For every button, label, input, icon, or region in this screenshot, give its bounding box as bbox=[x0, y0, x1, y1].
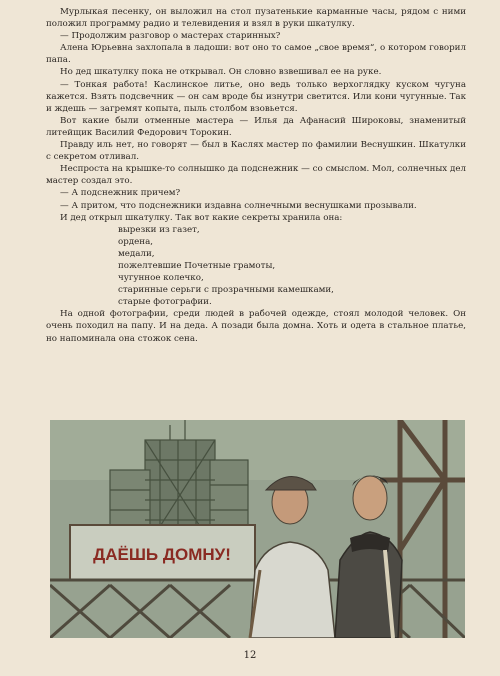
paragraph: — Тонкая работа! Каслинское литье, оно ведь только верхоглядку куском чугуна кажется. Взять подсвечник — он сам вроде бы изнутри светится. Или кони чугунные. Так и ждешь — загремят копыта, пыль столбом взовьется. bbox=[46, 79, 466, 114]
paragraph: Но дед шкатулку пока не открывал. Он словно взвешивал ее на руке. bbox=[60, 67, 382, 78]
list-item: старые фотографии. bbox=[118, 297, 212, 308]
paragraph: Алена Юрьевна захлопала в ладоши: вот оно то самое „свое время“, о котором говорил папа. bbox=[46, 43, 466, 66]
paragraph: — А притом, что подснежники издавна солнечными веснушками прозывали. bbox=[60, 200, 417, 211]
paragraph: Мурлыкая песенку, он выложил на стол пузатенькие карманные часы, рядом с ними положил программу радио и телевидения и взял в руки шкатулку. bbox=[46, 7, 466, 30]
illustration bbox=[50, 420, 465, 638]
paragraph: И дед открыл шкатулку. Так вот какие секреты хранила она: bbox=[60, 212, 343, 223]
body-text bbox=[46, 6, 466, 345]
list-item: ордена, bbox=[118, 236, 154, 247]
box-contents-list bbox=[118, 224, 466, 309]
page-number: 12 bbox=[243, 650, 257, 661]
list-item: пожелтевшие Почетные грамоты, bbox=[118, 260, 276, 271]
paragraph: — Продолжим разговор о мастерах старинных? bbox=[60, 31, 281, 42]
paragraph: Неспроста на крышке-то солнышко да подснежник — со смыслом. Мол, солнечных дел мастер создал это. bbox=[46, 164, 466, 187]
paragraph: На одной фотографии, среди людей в рабочей одежде, стоял молодой человек. Он очень походил на папу. И на деда. А позади была домна. Хоть и одета в стальное платье, но напоминала она стожок сена. bbox=[46, 309, 466, 344]
paragraph: Вот какие были отменные мастера — Илья да Афанасий Широковы, знаменитый литейщик Василий Федорович Торокин. bbox=[46, 115, 466, 138]
banner-text: ДАЁШЬ ДОМНУ! bbox=[93, 545, 231, 564]
list-item: старинные серьги с прозрачными камешками, bbox=[118, 285, 334, 296]
paragraph: Правду иль нет, но говорят — был в Каслях мастер по фамилии Веснушкин. Шкатулки с секретом отливал. bbox=[46, 140, 466, 163]
list-item: чугунное колечко, bbox=[118, 273, 204, 284]
illustration-artwork bbox=[50, 420, 465, 638]
list-item: вырезки из газет, bbox=[118, 224, 200, 235]
list-item: медали, bbox=[118, 248, 155, 259]
paragraph: — А подснежник причем? bbox=[60, 188, 181, 199]
